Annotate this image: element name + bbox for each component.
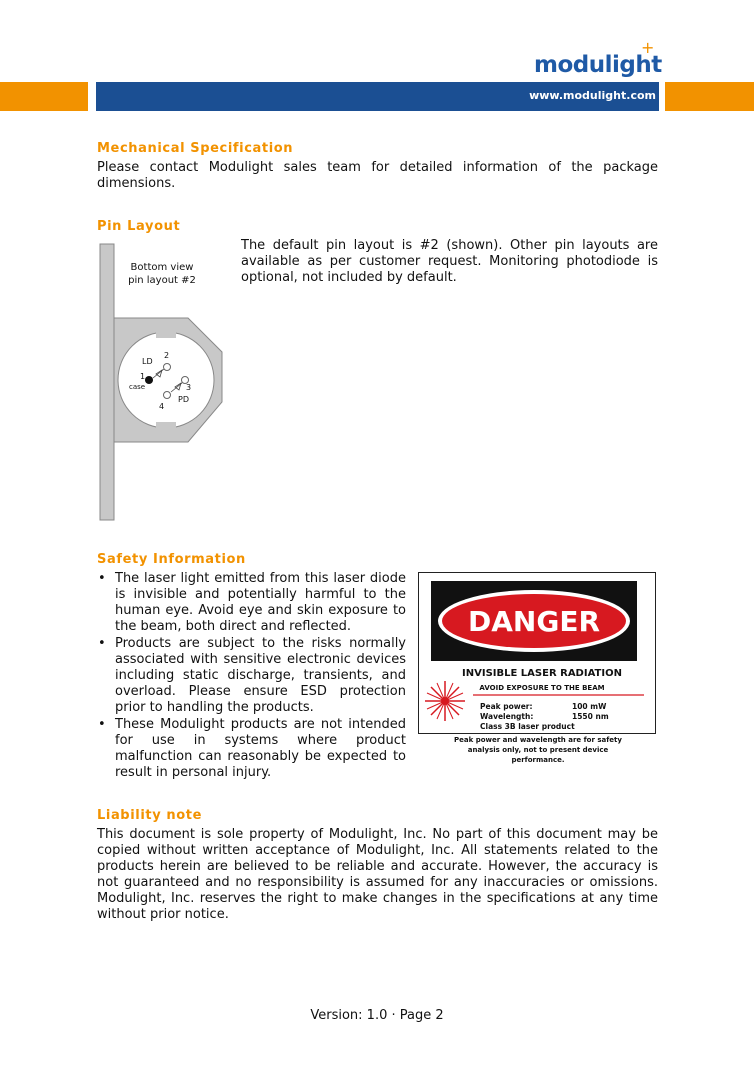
logo-star-icon: +	[641, 38, 655, 57]
pin-2	[164, 364, 171, 371]
liability-text: This document is sole property of Modulight, Inc. No part of this document may be copied without written acceptance of Modulight, Inc. All statements related to the products herein are believed to be reliable and accurate. However, the accuracy is not guaranteed and no responsibility is assumed for any inaccuracies or omissions. Modulight, Inc. reserves the right to make changes in the specifications at any time without prior notice.	[97, 827, 658, 922]
pin-4	[164, 392, 171, 399]
modulight-logo: modulight	[534, 52, 662, 78]
pin-layout-heading: Pin Layout	[97, 219, 181, 234]
laser-starburst-icon	[425, 681, 465, 721]
mechanical-text: Please contact Modulight sales team for detailed information of the package dimensions.	[97, 160, 658, 191]
label-line-2: AVOID EXPOSURE TO THE BEAM	[479, 684, 605, 692]
pin-layout-diagram	[96, 240, 231, 525]
laser-class: Class 3B laser product	[480, 722, 575, 731]
laser-danger-label	[418, 572, 656, 734]
label-pin-4: 4	[159, 402, 165, 411]
label-case: case	[129, 383, 146, 391]
label-ld: LD	[142, 357, 153, 366]
pin-1	[145, 376, 153, 384]
header-bar-left	[0, 82, 88, 111]
liability-heading: Liability note	[97, 808, 203, 823]
peak-power-label: Peak power:	[480, 702, 533, 711]
mechanical-heading: Mechanical Specification	[97, 141, 294, 156]
safety-bullet: • These Modulight products are not intended for use in systems where product malfunction can reasonably be expected to result in personal injury.	[97, 717, 406, 781]
pin-layout-text: The default pin layout is #2 (shown). Other pin layouts are available as per customer request. Monitoring photodiode is optional, not included by default.	[241, 238, 658, 285]
peak-power-value: 100 mW	[572, 702, 607, 711]
safety-heading: Safety Information	[97, 552, 246, 567]
label-caption: Peak power and wavelength are for safety analysis only, not to present device performance.	[454, 736, 622, 764]
bore-notch-top	[156, 330, 176, 338]
label-pin-3: 3	[186, 383, 192, 392]
header-bar-right	[665, 82, 754, 111]
safety-list	[97, 571, 406, 782]
label-line-1: INVISIBLE LASER RADIATION	[462, 668, 622, 679]
safety-bullet: • The laser light emitted from this laser diode is invisible and potentially harmful to the human eye. Avoid eye and skin exposure to the beam, both direct and reflected.	[97, 571, 406, 635]
danger-word: DANGER	[467, 605, 601, 638]
safety-bullet: • Products are subject to the risks normally associated with sensitive electronic devices including static discharge, transients, and overload. Please ensure ESD protection prior to handling the products.	[97, 636, 406, 716]
package-flange	[100, 244, 114, 520]
diagram-title-1: Bottom view	[130, 262, 194, 273]
bore-notch-bottom	[156, 422, 176, 430]
diagram-title-2: pin layout #2	[128, 275, 196, 286]
package-bore	[118, 332, 214, 428]
label-pin-2: 2	[164, 351, 170, 360]
page-footer: Version: 1.0 · Page 2	[310, 1008, 444, 1023]
wavelength-label: Wavelength:	[480, 712, 534, 721]
label-pd: PD	[178, 395, 189, 404]
label-pin-1: 1	[140, 372, 146, 381]
website-url: www.modulight.com	[529, 89, 656, 102]
wavelength-value: 1550 nm	[572, 712, 609, 721]
